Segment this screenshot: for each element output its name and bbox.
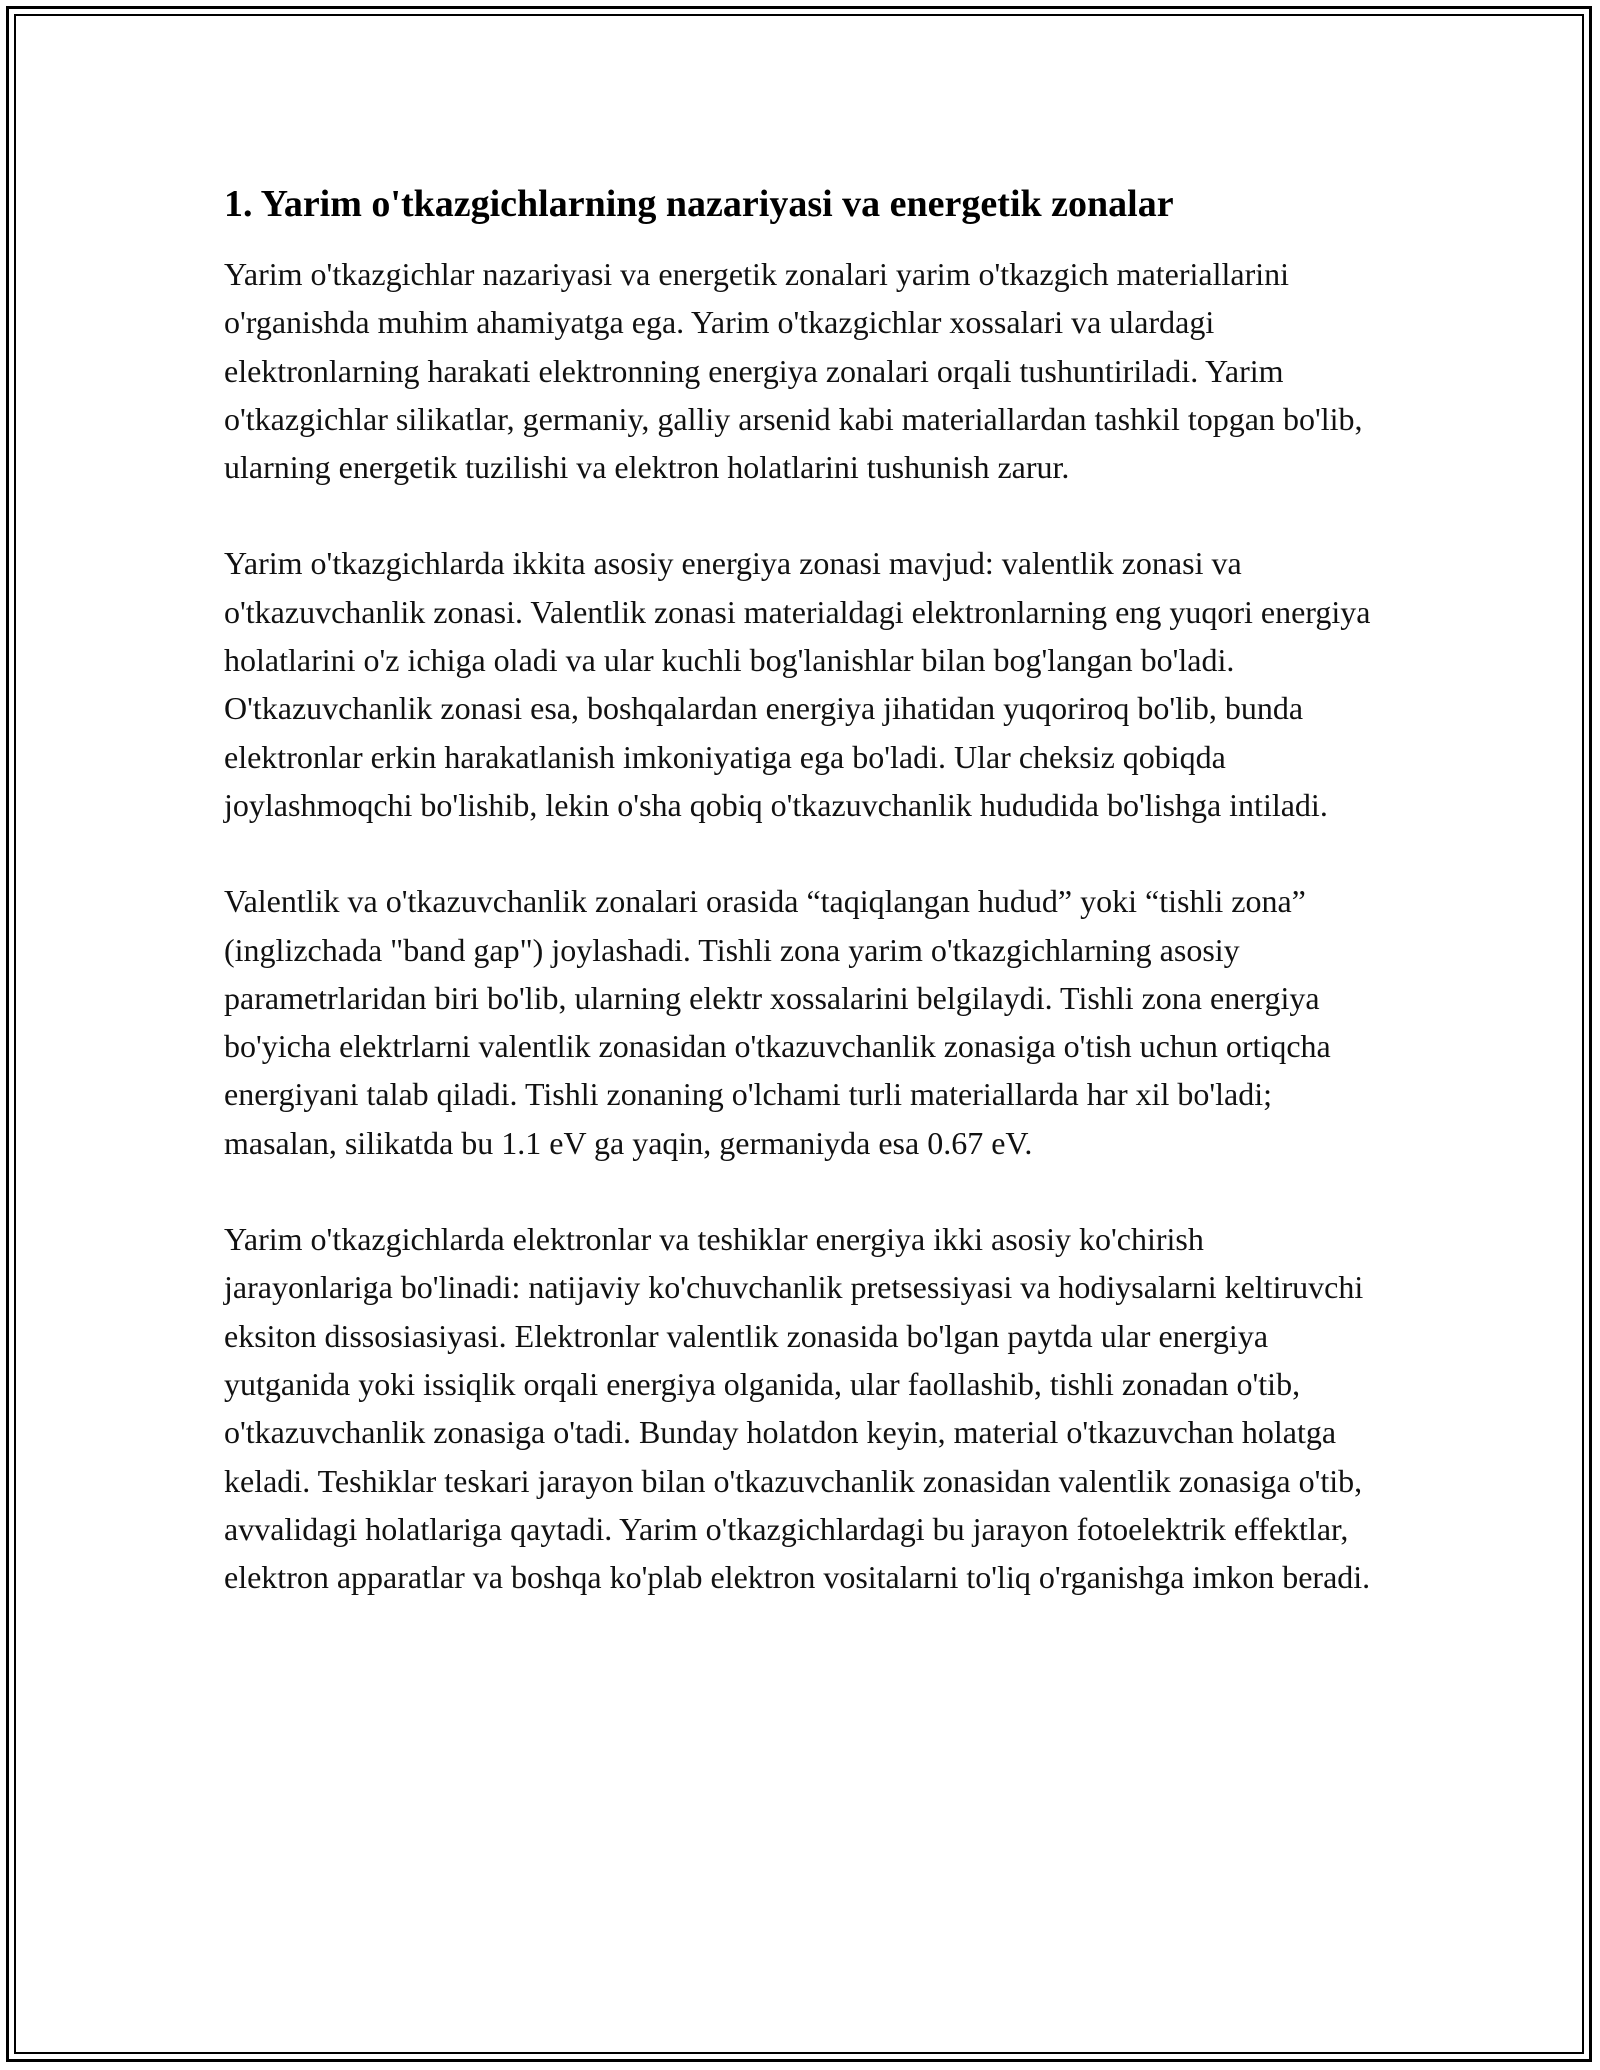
- paragraph-2: Yarim o'tkazgichlarda ikkita asosiy energiya zonasi mavjud: valentlik zonasi va o'tkazuvchanlik zonasi. Valentlik zonasi materialdagi elektronlarning eng yuqori energiya holatlarini o'z ichiga oladi va ular kuchli bog'lanishlar bilan bog'langan bo'ladi. O'tkazuvchanlik zonasi esa, boshqalardan energiya jihatidan yuqoriroq bo'lib, bunda elektronlar erkin harakatlanish imkoniyatiga ega bo'ladi. Ular cheksiz qobiqda joylashmoqchi bo'lishib, lekin o'sha qobiq o'tkazuvchanlik hududida bo'lishga intiladi.: [224, 545, 1371, 823]
- document-title: 1. Yarim o'tkazgichlarning nazariyasi va energetik zonalar: [224, 183, 1174, 225]
- paragraph-3: Valentlik va o'tkazuvchanlik zonalari orasida “taqiqlangan hudud” yoki “tishli zona” (inglizchada "band gap") joylashadi. Tishli zona yarim o'tkazgichlarning asosiy parametrlaridan biri bo'lib, ularning elektr xossalarini belgilaydi. Tishli zona energiya bo'yicha elektrlarni valentlik zonasidan o'tkazuvchanlik zonasiga o'tish uchun ortiqcha energiyani talab qiladi. Tishli zonaning o'lchami turli materiallarda har xil bo'ladi; masalan, silikatda bu 1.1 eV ga yaqin, germaniyda esa 0.67 eV.: [224, 883, 1331, 1161]
- paragraph-1: Yarim o'tkazgichlar nazariyasi va energetik zonalari yarim o'tkazgich materiallarini o'rganishda muhim ahamiyatga ega. Yarim o'tkazgichlar xossalari va ulardagi elektronlarning harakati elektronning energiya zonalari orqali tushuntiriladi. Yarim o'tkazgichlar silikatlar, germaniy, galliy arsenid kabi materiallardan tashkil topgan bo'lib, ularning energetik tuzilishi va elektron holatlarini tushunish zarur.: [224, 256, 1363, 486]
- document-body: [224, 178, 1374, 1649]
- paragraph-4: Yarim o'tkazgichlarda elektronlar va teshiklar energiya ikki asosiy ko'chirish jarayonlariga bo'linadi: natijaviy ko'chuvchanlik pretsessiyasi va hodiysalarni keltiruvchi eksiton dissosiasiyasi. Elektronlar valentlik zonasida bo'lgan paytda ular energiya yutganida yoki issiqlik orqali energiya olganida, ular faollashib, tishli zonadan o'tib, o'tkazuvchanlik zonasiga o'tadi. Bunday holatdon keyin, material o'tkazuvchan holatga keladi. Teshiklar teskari jarayon bilan o'tkazuvchanlik zonasidan valentlik zonasiga o'tib, avvalidagi holatlariga qaytadi. Yarim o'tkazgichlardagi bu jarayon fotoelektrik effektlar, elektron apparatlar va boshqa ko'plab elektron vositalarni to'liq o'rganishga imkon beradi.: [224, 1221, 1371, 1596]
